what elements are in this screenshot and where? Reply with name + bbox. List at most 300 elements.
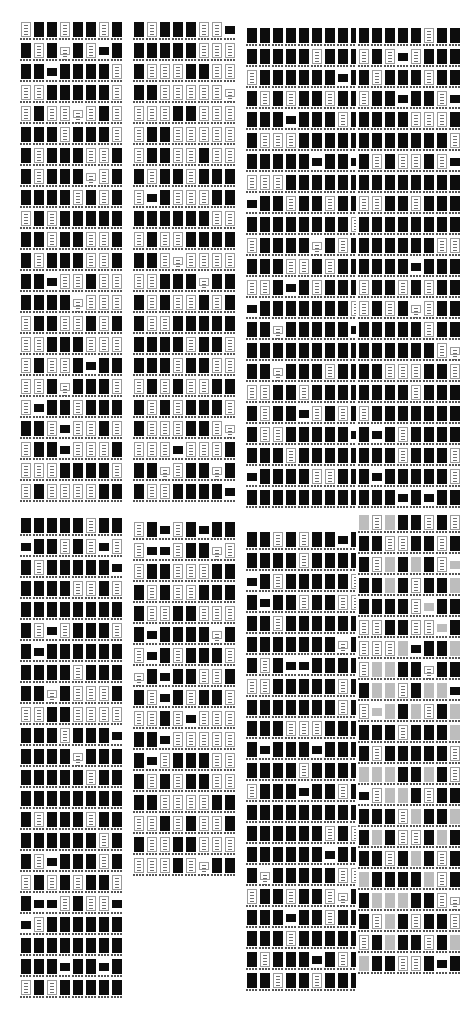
thumbnail[interactable] (20, 484, 32, 502)
thumbnail[interactable] (224, 606, 236, 627)
thumbnail[interactable] (358, 557, 370, 578)
thumbnail[interactable] (85, 665, 97, 686)
thumbnail[interactable] (98, 22, 110, 43)
thumbnail[interactable] (46, 85, 58, 106)
thumbnail[interactable] (59, 980, 71, 1001)
thumbnail[interactable] (185, 358, 197, 379)
thumbnail[interactable] (72, 400, 84, 421)
thumbnail[interactable] (311, 490, 323, 508)
thumbnail[interactable] (111, 896, 123, 917)
thumbnail[interactable] (185, 627, 197, 648)
thumbnail[interactable] (423, 490, 435, 508)
thumbnail[interactable] (46, 232, 58, 253)
thumbnail[interactable] (172, 106, 184, 127)
thumbnail[interactable] (20, 442, 32, 463)
thumbnail[interactable] (46, 169, 58, 190)
thumbnail[interactable] (311, 343, 323, 364)
thumbnail[interactable] (185, 711, 197, 732)
thumbnail[interactable] (449, 259, 461, 280)
thumbnail[interactable] (46, 484, 58, 502)
thumbnail[interactable] (285, 658, 297, 679)
thumbnail[interactable] (159, 648, 171, 669)
thumbnail[interactable] (285, 49, 297, 70)
thumbnail[interactable] (185, 858, 197, 879)
thumbnail[interactable] (259, 721, 271, 742)
thumbnail[interactable] (449, 725, 461, 746)
thumbnail[interactable] (211, 669, 223, 690)
thumbnail[interactable] (72, 358, 84, 379)
thumbnail[interactable] (397, 725, 409, 746)
thumbnail[interactable] (85, 602, 97, 623)
thumbnail[interactable] (384, 70, 396, 91)
thumbnail[interactable] (324, 91, 336, 112)
thumbnail[interactable] (410, 809, 422, 830)
thumbnail[interactable] (272, 91, 284, 112)
thumbnail[interactable] (85, 316, 97, 337)
thumbnail[interactable] (111, 127, 123, 148)
thumbnail[interactable] (59, 274, 71, 295)
thumbnail[interactable] (371, 112, 383, 133)
thumbnail[interactable] (172, 837, 184, 858)
thumbnail[interactable] (133, 585, 145, 606)
thumbnail[interactable] (337, 175, 349, 196)
thumbnail[interactable] (246, 364, 258, 385)
thumbnail[interactable] (298, 28, 310, 49)
thumbnail[interactable] (146, 442, 158, 463)
thumbnail[interactable] (133, 106, 145, 127)
thumbnail[interactable] (259, 217, 271, 238)
thumbnail[interactable] (298, 679, 310, 700)
thumbnail[interactable] (246, 973, 258, 994)
thumbnail[interactable] (72, 602, 84, 623)
thumbnail[interactable] (133, 669, 145, 690)
thumbnail[interactable] (85, 169, 97, 190)
thumbnail[interactable] (449, 746, 461, 767)
thumbnail[interactable] (410, 683, 422, 704)
thumbnail[interactable] (20, 43, 32, 64)
thumbnail[interactable] (337, 280, 349, 301)
thumbnail[interactable] (371, 620, 383, 641)
thumbnail[interactable] (20, 64, 32, 85)
thumbnail[interactable] (185, 774, 197, 795)
thumbnail[interactable] (285, 805, 297, 826)
thumbnail[interactable] (46, 833, 58, 854)
thumbnail[interactable] (384, 448, 396, 469)
thumbnail[interactable] (185, 543, 197, 564)
thumbnail[interactable] (259, 952, 271, 973)
thumbnail[interactable] (371, 238, 383, 259)
thumbnail[interactable] (146, 22, 158, 43)
thumbnail[interactable] (410, 322, 422, 343)
thumbnail[interactable] (246, 28, 258, 49)
thumbnail[interactable] (298, 427, 310, 448)
thumbnail[interactable] (350, 700, 356, 721)
thumbnail[interactable] (371, 259, 383, 280)
thumbnail[interactable] (111, 358, 123, 379)
thumbnail[interactable] (259, 700, 271, 721)
thumbnail[interactable] (337, 196, 349, 217)
thumbnail[interactable] (211, 442, 223, 463)
thumbnail[interactable] (85, 875, 97, 896)
thumbnail[interactable] (337, 637, 349, 658)
thumbnail[interactable] (185, 585, 197, 606)
thumbnail[interactable] (59, 148, 71, 169)
thumbnail[interactable] (33, 602, 45, 623)
thumbnail[interactable] (337, 364, 349, 385)
thumbnail[interactable] (371, 154, 383, 175)
thumbnail[interactable] (111, 85, 123, 106)
thumbnail[interactable] (246, 217, 258, 238)
thumbnail[interactable] (436, 448, 448, 469)
thumbnail[interactable] (33, 400, 45, 421)
thumbnail[interactable] (172, 648, 184, 669)
thumbnail[interactable] (185, 837, 197, 858)
thumbnail[interactable] (397, 490, 409, 508)
thumbnail[interactable] (311, 763, 323, 784)
thumbnail[interactable] (358, 364, 370, 385)
thumbnail[interactable] (111, 211, 123, 232)
thumbnail[interactable] (59, 379, 71, 400)
thumbnail[interactable] (358, 788, 370, 809)
thumbnail[interactable] (371, 767, 383, 788)
thumbnail[interactable] (436, 364, 448, 385)
thumbnail[interactable] (111, 644, 123, 665)
thumbnail[interactable] (72, 728, 84, 749)
thumbnail[interactable] (224, 148, 236, 169)
thumbnail[interactable] (371, 133, 383, 154)
thumbnail[interactable] (324, 637, 336, 658)
thumbnail[interactable] (198, 543, 210, 564)
thumbnail[interactable] (211, 421, 223, 442)
thumbnail[interactable] (211, 85, 223, 106)
thumbnail[interactable] (33, 833, 45, 854)
thumbnail[interactable] (436, 935, 448, 956)
thumbnail[interactable] (146, 421, 158, 442)
thumbnail[interactable] (259, 868, 271, 889)
thumbnail[interactable] (46, 581, 58, 602)
thumbnail[interactable] (423, 557, 435, 578)
thumbnail[interactable] (410, 469, 422, 490)
thumbnail[interactable] (423, 364, 435, 385)
thumbnail[interactable] (324, 952, 336, 973)
thumbnail[interactable] (397, 704, 409, 725)
thumbnail[interactable] (285, 133, 297, 154)
thumbnail[interactable] (111, 232, 123, 253)
thumbnail[interactable] (33, 791, 45, 812)
thumbnail[interactable] (111, 148, 123, 169)
thumbnail[interactable] (311, 196, 323, 217)
thumbnail[interactable] (423, 830, 435, 851)
thumbnail[interactable] (133, 484, 145, 502)
thumbnail[interactable] (272, 616, 284, 637)
thumbnail[interactable] (33, 623, 45, 644)
thumbnail[interactable] (33, 379, 45, 400)
thumbnail[interactable] (33, 43, 45, 64)
thumbnail[interactable] (298, 616, 310, 637)
thumbnail[interactable] (211, 732, 223, 753)
thumbnail[interactable] (246, 49, 258, 70)
thumbnail[interactable] (324, 217, 336, 238)
thumbnail[interactable] (371, 872, 383, 893)
thumbnail[interactable] (20, 295, 32, 316)
thumbnail[interactable] (20, 421, 32, 442)
thumbnail[interactable] (449, 133, 461, 154)
thumbnail[interactable] (111, 665, 123, 686)
thumbnail[interactable] (350, 805, 356, 826)
thumbnail[interactable] (285, 763, 297, 784)
thumbnail[interactable] (224, 442, 236, 463)
thumbnail[interactable] (384, 662, 396, 683)
thumbnail[interactable] (410, 91, 422, 112)
thumbnail[interactable] (72, 896, 84, 917)
thumbnail[interactable] (146, 106, 158, 127)
thumbnail[interactable] (436, 893, 448, 914)
thumbnail[interactable] (410, 175, 422, 196)
thumbnail[interactable] (85, 421, 97, 442)
thumbnail[interactable] (98, 602, 110, 623)
thumbnail[interactable] (449, 154, 461, 175)
thumbnail[interactable] (358, 280, 370, 301)
thumbnail[interactable] (72, 791, 84, 812)
thumbnail[interactable] (449, 662, 461, 683)
thumbnail[interactable] (211, 295, 223, 316)
thumbnail[interactable] (410, 280, 422, 301)
thumbnail[interactable] (246, 532, 258, 553)
thumbnail[interactable] (59, 22, 71, 43)
thumbnail[interactable] (111, 253, 123, 274)
thumbnail[interactable] (449, 515, 461, 536)
thumbnail[interactable] (46, 211, 58, 232)
thumbnail[interactable] (111, 623, 123, 644)
thumbnail[interactable] (324, 532, 336, 553)
thumbnail[interactable] (272, 154, 284, 175)
thumbnail[interactable] (185, 295, 197, 316)
thumbnail[interactable] (59, 442, 71, 463)
thumbnail[interactable] (159, 232, 171, 253)
thumbnail[interactable] (133, 837, 145, 858)
thumbnail[interactable] (224, 421, 236, 442)
thumbnail[interactable] (59, 85, 71, 106)
thumbnail[interactable] (423, 217, 435, 238)
thumbnail[interactable] (224, 358, 236, 379)
thumbnail[interactable] (285, 973, 297, 994)
thumbnail[interactable] (285, 196, 297, 217)
thumbnail[interactable] (384, 112, 396, 133)
thumbnail[interactable] (59, 875, 71, 896)
thumbnail[interactable] (85, 896, 97, 917)
thumbnail[interactable] (311, 574, 323, 595)
thumbnail[interactable] (371, 448, 383, 469)
thumbnail[interactable] (33, 442, 45, 463)
thumbnail[interactable] (198, 732, 210, 753)
thumbnail[interactable] (211, 127, 223, 148)
thumbnail[interactable] (146, 148, 158, 169)
thumbnail[interactable] (298, 658, 310, 679)
thumbnail[interactable] (272, 658, 284, 679)
thumbnail[interactable] (59, 623, 71, 644)
thumbnail[interactable] (198, 421, 210, 442)
thumbnail[interactable] (111, 833, 123, 854)
thumbnail[interactable] (172, 421, 184, 442)
thumbnail[interactable] (224, 543, 236, 564)
thumbnail[interactable] (272, 70, 284, 91)
thumbnail[interactable] (20, 938, 32, 959)
thumbnail[interactable] (350, 406, 356, 427)
thumbnail[interactable] (337, 973, 349, 994)
thumbnail[interactable] (423, 578, 435, 599)
thumbnail[interactable] (410, 515, 422, 536)
thumbnail[interactable] (324, 70, 336, 91)
thumbnail[interactable] (259, 301, 271, 322)
thumbnail[interactable] (211, 106, 223, 127)
thumbnail[interactable] (59, 644, 71, 665)
thumbnail[interactable] (324, 280, 336, 301)
thumbnail[interactable] (371, 746, 383, 767)
thumbnail[interactable] (423, 70, 435, 91)
thumbnail[interactable] (211, 753, 223, 774)
thumbnail[interactable] (146, 837, 158, 858)
thumbnail[interactable] (423, 662, 435, 683)
thumbnail[interactable] (449, 112, 461, 133)
thumbnail[interactable] (33, 770, 45, 791)
thumbnail[interactable] (185, 274, 197, 295)
thumbnail[interactable] (172, 43, 184, 64)
thumbnail[interactable] (198, 211, 210, 232)
thumbnail[interactable] (337, 805, 349, 826)
thumbnail[interactable] (185, 421, 197, 442)
thumbnail[interactable] (98, 85, 110, 106)
thumbnail[interactable] (59, 211, 71, 232)
thumbnail[interactable] (224, 564, 236, 585)
thumbnail[interactable] (172, 127, 184, 148)
thumbnail[interactable] (246, 700, 258, 721)
thumbnail[interactable] (371, 28, 383, 49)
thumbnail[interactable] (246, 133, 258, 154)
thumbnail[interactable] (211, 837, 223, 858)
thumbnail[interactable] (46, 791, 58, 812)
thumbnail[interactable] (337, 28, 349, 49)
thumbnail[interactable] (423, 427, 435, 448)
thumbnail[interactable] (159, 106, 171, 127)
thumbnail[interactable] (410, 133, 422, 154)
thumbnail[interactable] (246, 490, 258, 508)
thumbnail[interactable] (384, 767, 396, 788)
thumbnail[interactable] (298, 742, 310, 763)
thumbnail[interactable] (397, 406, 409, 427)
thumbnail[interactable] (46, 442, 58, 463)
thumbnail[interactable] (311, 406, 323, 427)
thumbnail[interactable] (397, 557, 409, 578)
thumbnail[interactable] (358, 872, 370, 893)
thumbnail[interactable] (133, 22, 145, 43)
thumbnail[interactable] (436, 683, 448, 704)
thumbnail[interactable] (397, 872, 409, 893)
thumbnail[interactable] (111, 791, 123, 812)
thumbnail[interactable] (298, 469, 310, 490)
thumbnail[interactable] (259, 175, 271, 196)
thumbnail[interactable] (85, 442, 97, 463)
thumbnail[interactable] (224, 753, 236, 774)
thumbnail[interactable] (436, 154, 448, 175)
thumbnail[interactable] (397, 385, 409, 406)
thumbnail[interactable] (46, 938, 58, 959)
thumbnail[interactable] (46, 896, 58, 917)
thumbnail[interactable] (384, 154, 396, 175)
thumbnail[interactable] (111, 728, 123, 749)
thumbnail[interactable] (358, 217, 370, 238)
thumbnail[interactable] (72, 295, 84, 316)
thumbnail[interactable] (246, 721, 258, 742)
thumbnail[interactable] (350, 616, 356, 637)
thumbnail[interactable] (33, 190, 45, 211)
thumbnail[interactable] (59, 749, 71, 770)
thumbnail[interactable] (397, 112, 409, 133)
thumbnail[interactable] (185, 85, 197, 106)
thumbnail[interactable] (324, 175, 336, 196)
thumbnail[interactable] (72, 22, 84, 43)
thumbnail[interactable] (311, 973, 323, 994)
thumbnail[interactable] (185, 522, 197, 543)
thumbnail[interactable] (111, 316, 123, 337)
thumbnail[interactable] (98, 43, 110, 64)
thumbnail[interactable] (46, 64, 58, 85)
thumbnail[interactable] (436, 238, 448, 259)
thumbnail[interactable] (371, 557, 383, 578)
thumbnail[interactable] (384, 280, 396, 301)
thumbnail[interactable] (20, 211, 32, 232)
thumbnail[interactable] (33, 337, 45, 358)
thumbnail[interactable] (246, 658, 258, 679)
thumbnail[interactable] (350, 490, 356, 508)
thumbnail[interactable] (111, 22, 123, 43)
thumbnail[interactable] (133, 816, 145, 837)
thumbnail[interactable] (423, 620, 435, 641)
thumbnail[interactable] (224, 106, 236, 127)
thumbnail[interactable] (59, 463, 71, 484)
thumbnail[interactable] (311, 868, 323, 889)
thumbnail[interactable] (85, 379, 97, 400)
thumbnail[interactable] (224, 711, 236, 732)
thumbnail[interactable] (436, 704, 448, 725)
thumbnail[interactable] (85, 253, 97, 274)
thumbnail[interactable] (285, 742, 297, 763)
thumbnail[interactable] (272, 826, 284, 847)
thumbnail[interactable] (311, 595, 323, 616)
thumbnail[interactable] (111, 539, 123, 560)
thumbnail[interactable] (350, 952, 356, 973)
thumbnail[interactable] (133, 858, 145, 879)
thumbnail[interactable] (224, 253, 236, 274)
thumbnail[interactable] (298, 973, 310, 994)
thumbnail[interactable] (358, 133, 370, 154)
thumbnail[interactable] (20, 875, 32, 896)
thumbnail[interactable] (298, 637, 310, 658)
thumbnail[interactable] (246, 196, 258, 217)
thumbnail[interactable] (198, 316, 210, 337)
thumbnail[interactable] (224, 484, 236, 502)
thumbnail[interactable] (449, 893, 461, 914)
thumbnail[interactable] (98, 64, 110, 85)
thumbnail[interactable] (298, 952, 310, 973)
thumbnail[interactable] (211, 543, 223, 564)
thumbnail[interactable] (449, 385, 461, 406)
thumbnail[interactable] (85, 232, 97, 253)
thumbnail[interactable] (98, 274, 110, 295)
thumbnail[interactable] (436, 914, 448, 935)
thumbnail[interactable] (371, 70, 383, 91)
thumbnail[interactable] (246, 616, 258, 637)
thumbnail[interactable] (111, 463, 123, 484)
